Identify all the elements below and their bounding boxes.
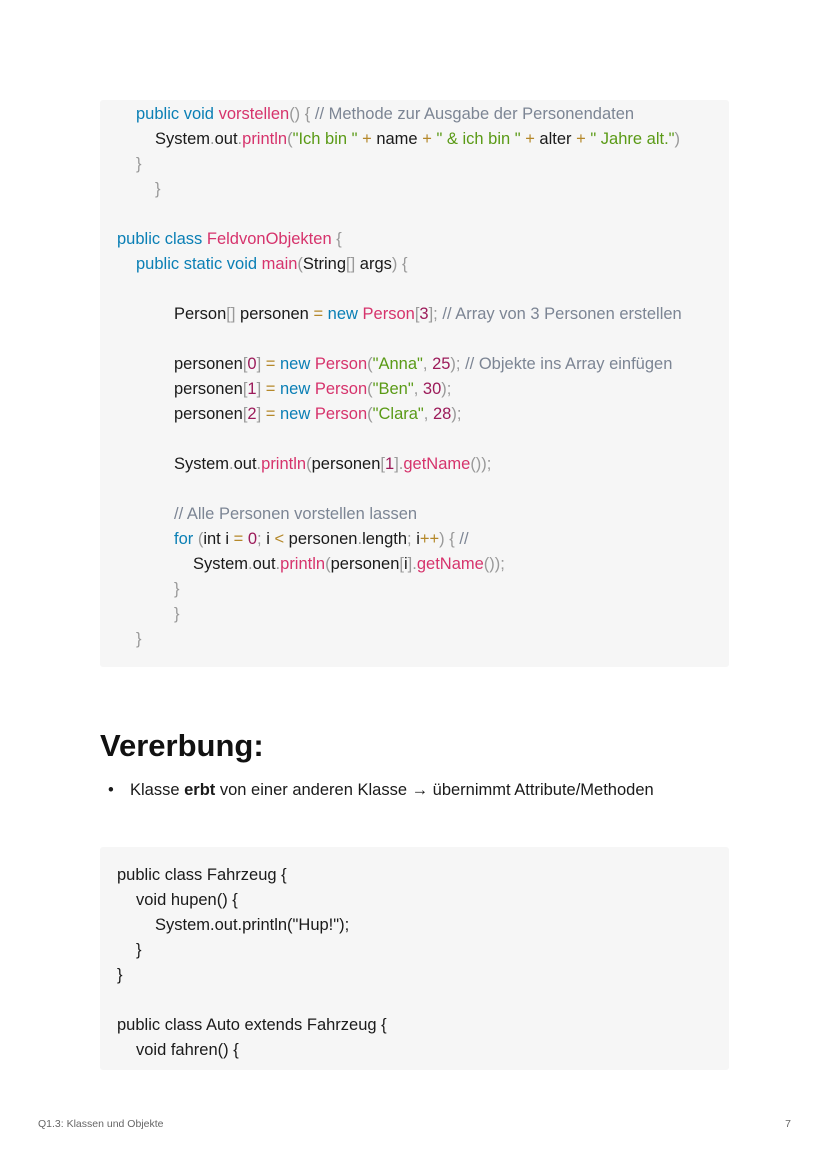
code-token: System (155, 130, 211, 148)
code2-line (117, 863, 287, 888)
code-token: 1 (385, 455, 395, 473)
code-token: i (404, 555, 408, 573)
code2-line (117, 1013, 387, 1038)
code-token: = (265, 405, 276, 423)
code-token: out (233, 455, 257, 473)
code1-line (174, 452, 491, 477)
code-token: // Array von 3 Personen erstellen (442, 305, 682, 323)
code-token: args (359, 255, 392, 273)
code-token: new (280, 355, 315, 373)
code-token: getName (403, 455, 471, 473)
bullet-marker: • (108, 781, 114, 799)
code-token: ++ (419, 530, 440, 548)
code1-line (136, 102, 634, 127)
code-token: getName (416, 555, 484, 573)
code-token: length (362, 530, 408, 548)
code-token: . (357, 530, 363, 548)
code-token: = (265, 355, 276, 373)
code1-line (174, 402, 461, 427)
code-token: ()); (470, 455, 492, 473)
code-token: " & ich bin " (436, 130, 521, 148)
code-token: name (371, 130, 423, 148)
bullet-text-start: Klasse (130, 781, 185, 799)
bullet-text-bold: erbt (184, 781, 216, 799)
code-token: , (422, 355, 433, 373)
code-token: [] (346, 255, 360, 273)
code-token: + (422, 130, 432, 148)
code-token: new (280, 380, 315, 398)
code-token: ) (674, 130, 681, 148)
code-token: void fahren() { (136, 1041, 239, 1059)
code-token: 0 (247, 530, 258, 548)
code-token: public class (117, 230, 207, 248)
code-token: Person (174, 305, 227, 323)
code-token: ( (367, 380, 373, 398)
code-token: [ (399, 555, 404, 573)
code-token: + (362, 130, 372, 148)
code1-line (174, 577, 180, 602)
code-token: () { (289, 105, 315, 123)
footer-title: Q1.3: Klassen und Objekte (38, 1118, 164, 1130)
code-token: . (256, 455, 262, 473)
code-token: System.out.println("Hup!"); (155, 916, 350, 934)
code-token: FeldvonObjekten (206, 230, 332, 248)
code-token: "Ben" (372, 380, 414, 398)
code-token: } (136, 155, 142, 173)
code-token: "Anna" (372, 355, 423, 373)
code-token: . (210, 130, 215, 148)
code-token: ; (257, 530, 267, 548)
code-token: ); (450, 355, 466, 373)
code-token: println (261, 455, 307, 473)
code1-line (136, 627, 142, 652)
code-token: System (174, 455, 230, 473)
code-block-inheritance (100, 847, 729, 1070)
code2-line (155, 913, 349, 938)
code-token: // Objekte ins Array einfügen (465, 355, 673, 373)
code-token: ( (306, 455, 312, 473)
code-token: ; (407, 530, 417, 548)
code2-line (117, 963, 123, 988)
code1-line (174, 377, 451, 402)
code-token: "Clara" (372, 405, 424, 423)
code-token: 2 (247, 405, 257, 423)
code-token: } (117, 966, 123, 984)
code-block-array-of-objects (100, 100, 729, 667)
code-token: , (413, 380, 423, 398)
code-token: } (136, 941, 142, 959)
code-token: ] (256, 380, 266, 398)
code-token: personen (174, 405, 243, 423)
code1-line (155, 127, 680, 152)
code-token: ]. (394, 455, 404, 473)
code1-line (174, 502, 417, 527)
code-token: for (174, 530, 198, 548)
code-token: 28 (432, 405, 452, 423)
code-token: [] (226, 305, 241, 323)
code-token: { (331, 230, 342, 248)
code-token: ( (297, 255, 303, 273)
code1-line (174, 302, 682, 327)
code-token: } (136, 630, 142, 648)
code-token: personen (330, 555, 400, 573)
code1-line (136, 252, 408, 277)
page-number: 7 (785, 1118, 791, 1130)
code-token: int i (203, 530, 234, 548)
code-token: Person (362, 305, 415, 323)
code-token: out (214, 130, 238, 148)
code1-line (117, 227, 342, 252)
code-token: < (274, 530, 285, 548)
code1-line (174, 352, 672, 377)
code-token: . (248, 555, 253, 573)
code-token: } (174, 580, 180, 598)
code-token: out (252, 555, 276, 573)
code-token: ( (197, 530, 204, 548)
code-token: Person (314, 380, 368, 398)
code-token: Person (314, 405, 368, 423)
code-token: 25 (432, 355, 451, 373)
code2-line (136, 888, 238, 913)
code-token: String (302, 255, 347, 273)
bullet-list-item (108, 781, 654, 800)
code-token: = (313, 305, 324, 323)
code-token: 30 (422, 380, 442, 398)
code-token: " Jahre alt." (590, 130, 675, 148)
code-token: [ (380, 455, 385, 473)
code-token: public class Fahrzeug { (117, 866, 287, 884)
code-token: new (280, 405, 315, 423)
code-token: [ (414, 305, 420, 323)
code1-line (193, 552, 505, 577)
code-token: println (280, 555, 326, 573)
code-token: "Ich bin " (292, 130, 358, 148)
code-token: main (261, 255, 298, 273)
code-token: + (525, 130, 535, 148)
section-heading: Vererbung: (100, 728, 264, 763)
code-token: ]; (428, 305, 443, 323)
code-token: , (423, 405, 433, 423)
code-token: ( (367, 355, 373, 373)
code-token: 3 (419, 305, 429, 323)
code-token: 0 (247, 355, 257, 373)
code-token: [ (242, 405, 248, 423)
code-token: personen (240, 305, 314, 323)
code-token: // (459, 530, 469, 548)
code-token: ] (256, 355, 266, 373)
code-token: personen (284, 530, 358, 548)
code-token: personen (311, 455, 381, 473)
code1-line (174, 527, 469, 552)
code-token: = (265, 380, 276, 398)
code-token: } (174, 605, 180, 623)
code-token: . (275, 555, 281, 573)
code-token: ] (256, 405, 266, 423)
code-token: ); (451, 405, 462, 423)
code1-line (174, 602, 180, 627)
code-token: i (266, 530, 275, 548)
code2-line (136, 1038, 239, 1063)
code-token: + (576, 130, 586, 148)
code-token: ) { (439, 530, 460, 548)
code2-line (136, 938, 142, 963)
code-token: ()); (483, 555, 505, 573)
code-token: i (416, 530, 420, 548)
code-token: System (193, 555, 249, 573)
code-token: ); (441, 380, 452, 398)
code-token: ]. (407, 555, 417, 573)
code-token: personen (174, 380, 243, 398)
bullet-text-end: von einer anderen Klasse → übernimmt Attribute/Methoden (215, 781, 654, 799)
code-token: ( (325, 555, 331, 573)
code-token: ( (287, 130, 293, 148)
code-token: public class Auto extends Fahrzeug { (117, 1016, 387, 1034)
code-token: [ (242, 355, 248, 373)
code-token: // Alle Personen vorstellen lassen (174, 505, 418, 523)
code1-line (136, 152, 142, 177)
code-token: . (229, 455, 234, 473)
code-token: void hupen() { (136, 891, 238, 909)
code-token: public static void (136, 255, 262, 273)
code-token: ) { (391, 255, 408, 273)
code-token: println (242, 130, 288, 148)
code-token: alter (534, 130, 577, 148)
code-token: ( (367, 405, 373, 423)
code-token: personen (174, 355, 243, 373)
code-token: public void (136, 105, 219, 123)
code-token: vorstellen (218, 105, 290, 123)
code-token: 1 (247, 380, 257, 398)
code-token: } (155, 180, 161, 198)
code1-line (155, 177, 161, 202)
code-token: // Methode zur Ausgabe der Personendaten (314, 105, 635, 123)
code-token: [ (242, 380, 248, 398)
code-token: = (233, 530, 244, 548)
code-token: . (237, 130, 243, 148)
code-token: Person (314, 355, 368, 373)
code-token: new (327, 305, 363, 323)
